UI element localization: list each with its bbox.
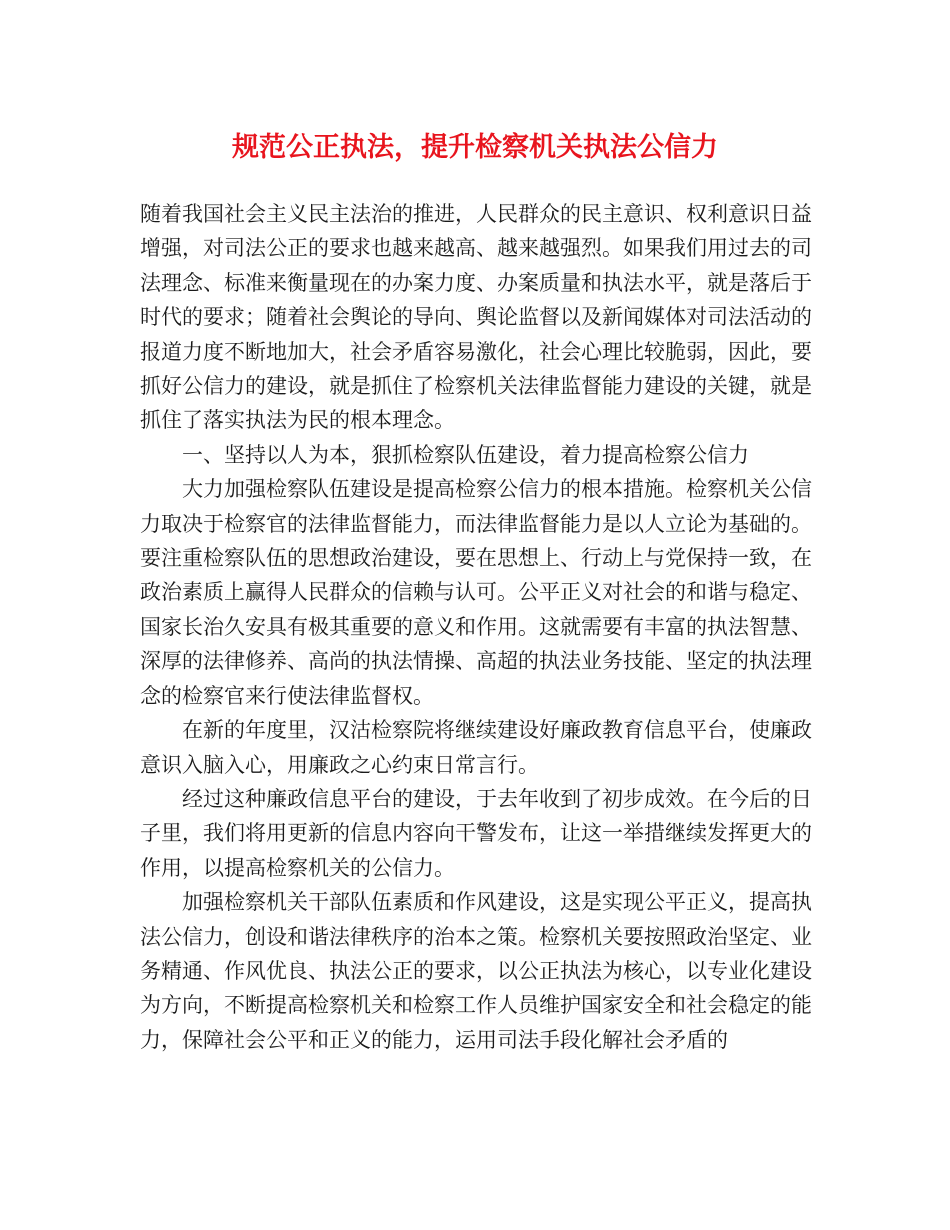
paragraph-team-building: 大力加强检察队伍建设是提高检察公信力的根本措施。检察机关公信力取决于检察官的法律监督能力，而法律监督能力是以人立论为基础的。要注重检察队伍的思想政治建设，要在思想上、行动上与党保持一致，在政治素质上赢得人民群众的信赖与认可。公平正义对社会的和谐与稳定、国家长治久安具有极其重要的意义和作用。这就需要有丰富的执法智慧、深厚的法律修养、高尚的执法情操、高超的执法业务技能、坚定的执法理念的检察官来行使法律监督权。 [140, 477, 812, 708]
section-heading-1: 一、坚持以人为本，狠抓检察队伍建设，着力提高检察公信力 [182, 442, 749, 467]
paragraph-platform-results: 经过这种廉政信息平台的建设，于去年收到了初步成效。在今后的日子里，我们将用更新的信息内容向干警发布，让这一举措继续发挥更大的作用，以提高检察机关的公信力。 [140, 786, 812, 880]
paragraph-integrity-platform: 在新的年度里，汉沽检察院将继续建设好廉政教育信息平台，使廉政意识入脑入心，用廉政之心约束日常言行。 [140, 718, 812, 777]
document-title: 规范公正执法，提升检察机关执法公信力 [232, 132, 718, 163]
document-body [140, 197, 812, 1057]
paragraph-cadre-quality: 加强检察机关干部队伍素质和作风建设，这是实现公平正义，提高执法公信力，创设和谐法律秩序的治本之策。检察机关要按照政治坚定、业务精通、作风优良、执法公正的要求，以公正执法为核心，以专业化建设为方向，不断提高检察机关和检察工作人员维护国家安全和社会稳定的能力，保障社会公平和正义的能力，运用司法手段化解社会矛盾的 [140, 890, 812, 1052]
paragraph-intro: 随着我国社会主义民主法治的推进，人民群众的民主意识、权利意识日益增强，对司法公正的要求也越来越高、越来越强烈。如果我们用过去的司法理念、标准来衡量现在的办案力度、办案质量和执法水平，就是落后于时代的要求；随着社会舆论的导向、舆论监督以及新闻媒体对司法活动的报道力度不断地加大，社会矛盾容易激化，社会心理比较脆弱，因此，要抓好公信力的建设，就是抓住了检察机关法律监督能力建设的关键，就是抓住了落实执法为民的根本理念。 [140, 202, 812, 433]
